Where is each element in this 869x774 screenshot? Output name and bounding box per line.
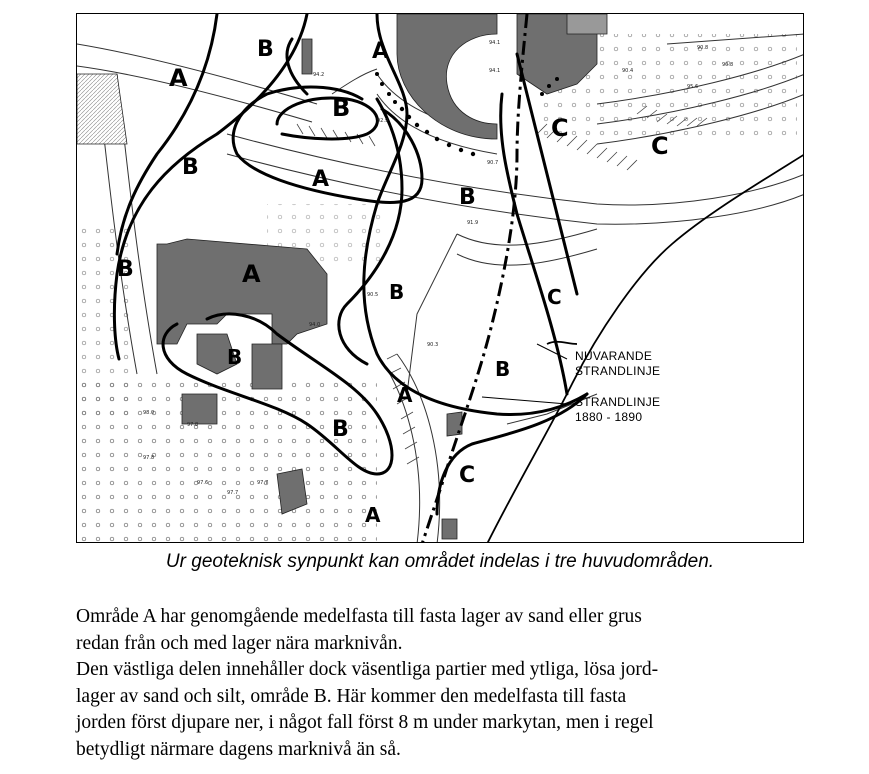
legend-current-shoreline-1: NUVARANDE — [575, 349, 653, 363]
body-line-3: Den västliga delen innehåller dock väsentliga partier med ytliga, lösa jord- — [76, 659, 659, 680]
elevation-label: 90.5 — [367, 292, 379, 298]
zone-label-a1: A — [169, 64, 188, 92]
building-sw — [182, 394, 217, 424]
body-line-4: lager av sand och silt, område B. Här kommer den medelfasta till fasta — [76, 685, 627, 707]
elevation-label: 97.7 — [257, 480, 269, 486]
body-line-5: jorden först djupare ner, i något fall först 8 m under markytan, men i regel — [76, 712, 654, 733]
legend-current-shoreline-2: STRANDLINJE — [575, 364, 661, 378]
elevation-label: 94.0 — [309, 322, 321, 328]
elevation-label: 94.1 — [489, 68, 501, 74]
building-small-2 — [302, 39, 312, 74]
building-wing-right — [252, 344, 282, 389]
elevation-label: 94.1 — [489, 40, 501, 46]
zone-label-b9: B — [495, 357, 511, 381]
zone-label-b3: B — [182, 155, 199, 180]
elevation-label: 90.3 — [427, 342, 439, 348]
zone-label-b7: B — [227, 345, 243, 369]
elevation-label: 90.4 — [622, 68, 634, 74]
building-strip — [567, 14, 607, 34]
zone-label-b6: B — [389, 280, 405, 304]
legend-old-shoreline-1: STRANDLINJE — [575, 395, 661, 409]
elevation-label: 90.8 — [697, 45, 709, 51]
zone-label-b5: B — [459, 185, 476, 210]
body-text — [76, 604, 816, 763]
zone-label-c3: C — [547, 285, 562, 309]
zone-label-b8: B — [332, 417, 349, 442]
zone-label-a3: A — [312, 167, 330, 192]
body-line-2: redan från och med lager nära marknivån. — [76, 632, 403, 654]
elevation-label: 98.0 — [143, 410, 155, 416]
zone-label-c4: C — [459, 463, 476, 488]
zone-label-a2: A — [372, 39, 390, 64]
zone-label-a6: A — [365, 503, 381, 527]
zone-label-b4: B — [117, 257, 134, 282]
elevation-label: 90.8 — [722, 62, 734, 68]
elevation-label: 91.9 — [467, 220, 479, 226]
elevation-label: 97.7 — [227, 490, 239, 496]
elevation-label: 94.2 — [313, 72, 325, 78]
legend-old-shoreline-2: 1880 - 1890 — [575, 410, 643, 424]
zone-label-c1: C — [551, 114, 569, 142]
elevation-label: 97.8 — [143, 455, 155, 461]
elevation-label: 90.7 — [487, 160, 499, 166]
building-small-1 — [442, 519, 457, 539]
zone-label-a4: A — [242, 260, 261, 288]
elevation-label: 92.9 — [377, 118, 389, 124]
building-main-a — [157, 239, 327, 344]
building-top-left — [77, 74, 127, 144]
elevation-label: 97.6 — [197, 480, 209, 486]
zone-label-b2: B — [332, 94, 351, 122]
zone-label-a5: A — [397, 383, 413, 407]
geotechnical-map — [76, 13, 804, 543]
zone-label-b1: B — [257, 37, 274, 62]
elevation-label: 95.6 — [687, 84, 699, 90]
elevation-label: 97.8 — [187, 422, 199, 428]
body-line-1: Område A har genomgående medelfasta till fasta lager av sand eller grus — [76, 606, 642, 627]
body-line-6: betydligt närmare dagens marknivå än så. — [76, 738, 401, 760]
building-round — [397, 14, 497, 139]
map-drawing — [77, 14, 804, 543]
zone-label-c2: C — [651, 132, 669, 160]
figure-caption: Ur geoteknisk synpunkt kan området indelas i tre huvudområden. — [165, 551, 715, 572]
